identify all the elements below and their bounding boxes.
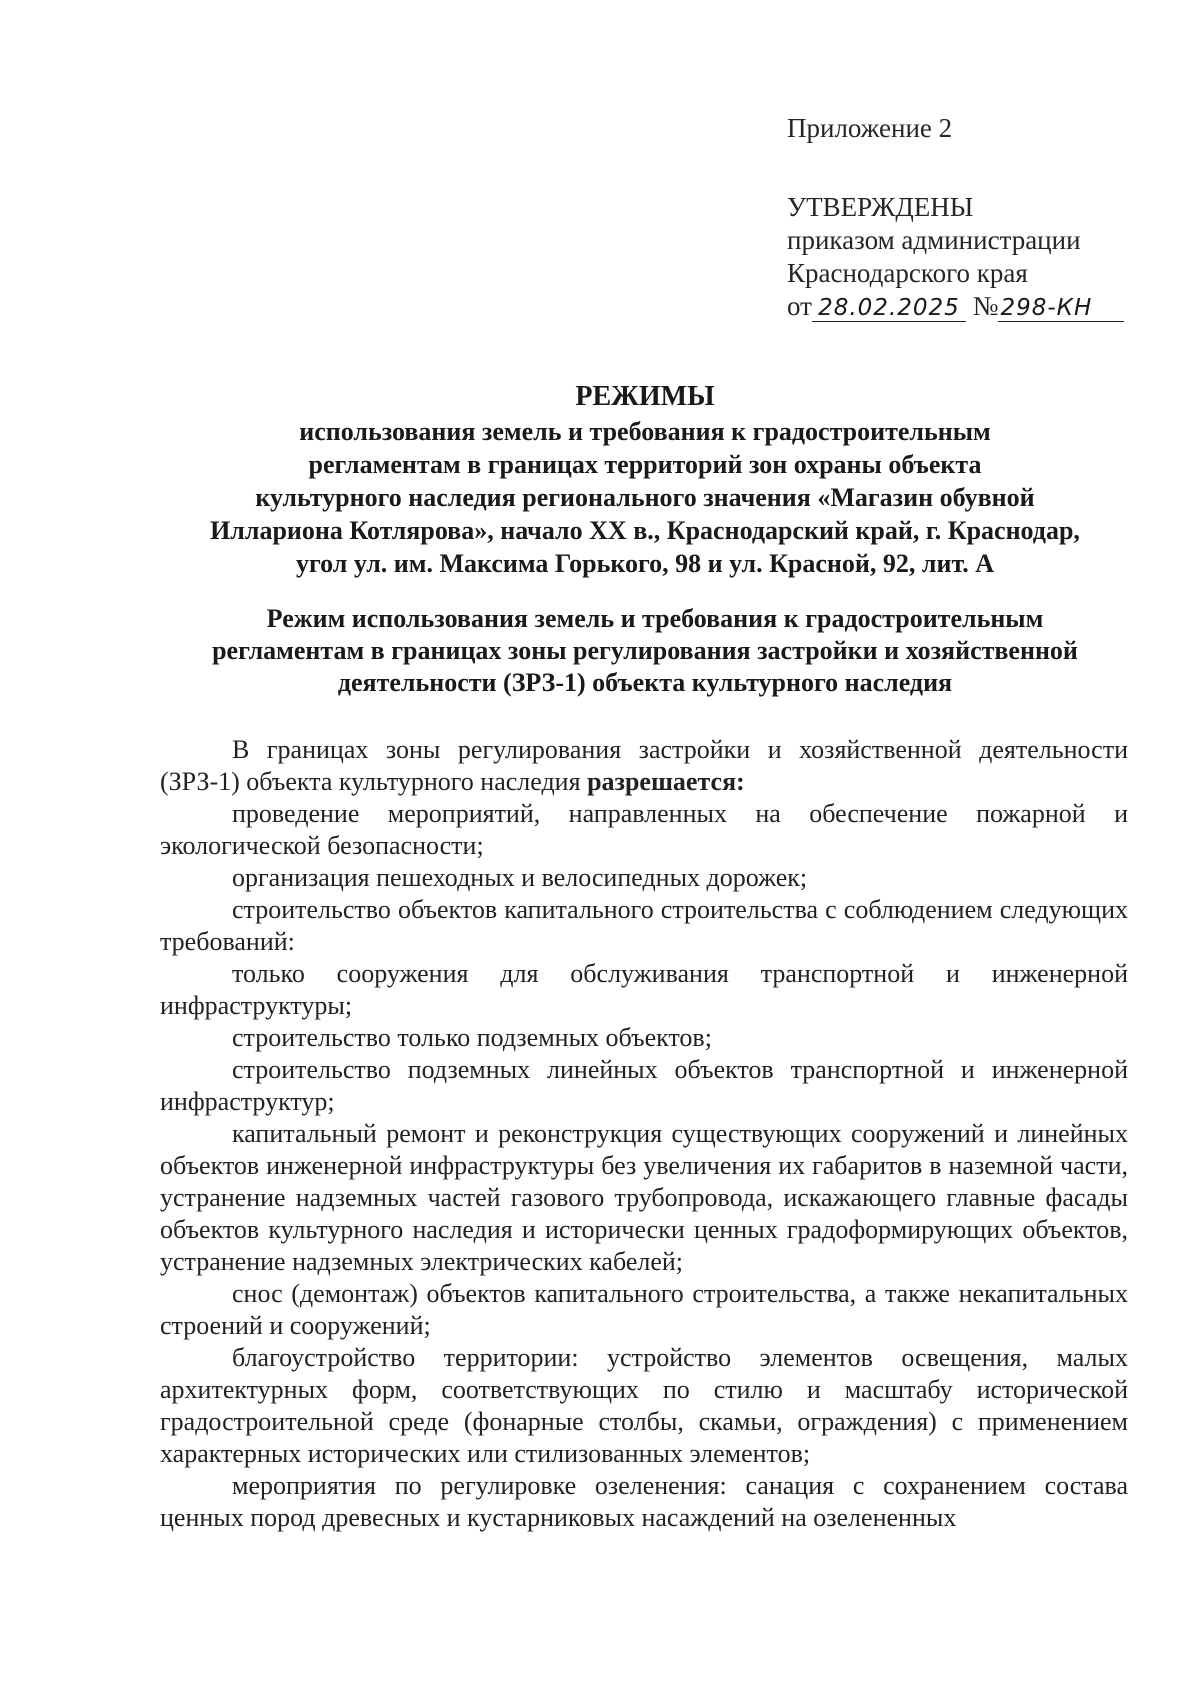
intro-emphasis: разрешается: — [587, 767, 745, 796]
title-line: использования земель и требования к градостроительным — [299, 417, 991, 446]
list-item: проведение мероприятий, направленных на обеспечение пожарной и экологической безопасности; — [160, 799, 1128, 860]
handwritten-number: 298-КН — [998, 295, 1124, 322]
list-item: капитальный ремонт и реконструкция существующих сооружений и линейных объектов инженерной инфраструктуры без увеличения их габаритов в наземной части, устранение надземных частей газового трубопровода, искажающего главные фасады объектов культурного наследия и исторически ценных градоформирующих объектов, устранение надземных электрических кабелей; — [160, 1119, 1128, 1276]
date-prefix: от — [787, 291, 812, 321]
section-heading-line: Режим использования земель и требования к градостроительным — [266, 604, 1044, 633]
list-item: только сооружения для обслуживания транспортной и инженерной инфраструктуры; — [160, 959, 1128, 1020]
section-heading-line: деятельности (ЗРЗ-1) объекта культурного наследия — [337, 668, 953, 697]
list-item: снос (демонтаж) объектов капитального строительства, а также некапитальных строений и сооружений; — [160, 1279, 1128, 1340]
annex-label: Приложение 2 — [787, 113, 953, 143]
handwritten-date: 28.02.2025 — [812, 295, 966, 322]
date-number-line — [787, 290, 1124, 323]
list-item: благоустройство территории: устройство элементов освещения, малых архитектурных форм, соответствующих по стилю и масштабу исторической градостроительной среде (фонарные столбы, скамьи, ограждения) с применением характерных исторических или стилизованных элементов; — [160, 1343, 1128, 1468]
approved-label: УТВЕРЖДЕНЫ — [787, 192, 974, 222]
order-line-1: приказом администрации — [787, 225, 1081, 255]
title-line: культурного наследия регионального значения «Магазин обувной — [255, 483, 1035, 512]
list-item: строительство объектов капитального строительства с соблюдением следующих требований: — [160, 895, 1128, 956]
order-line-2: Краснодарского края — [787, 258, 1028, 288]
list-item: мероприятия по регулировке озеленения: санация с сохранением состава ценных пород древесных и кустарниковых насаждений на озелененных — [160, 1471, 1128, 1532]
approval-block — [787, 112, 1124, 323]
body-text — [160, 734, 1128, 1534]
list-item: строительство только подземных объектов; — [232, 1023, 712, 1052]
document-title — [160, 380, 1130, 580]
number-prefix: № — [972, 291, 999, 321]
section-heading-line: регламентам в границах зоны регулирования застройки и хозяйственной — [212, 636, 1078, 665]
title-line: Иллариона Котлярова», начало XX в., Краснодарский край, г. Краснодар, — [210, 516, 1080, 545]
title-main: РЕЖИМЫ — [575, 381, 715, 412]
title-line: регламентам в границах территорий зон охраны объекта — [308, 450, 982, 479]
title-line: угол ул. им. Максима Горького, 98 и ул. Красной, 92, лит. А — [295, 549, 995, 578]
section-heading — [160, 603, 1130, 699]
list-item: организация пешеходных и велосипедных дорожек; — [232, 863, 808, 892]
intro-text: В границах зоны регулирования застройки и хозяйственной деятельности (ЗРЗ-1) объекта культурного наследия — [160, 735, 1128, 796]
intro-paragraph — [160, 734, 1128, 798]
list-item: строительство подземных линейных объектов транспортной и инженерной инфраструктур; — [160, 1055, 1128, 1116]
